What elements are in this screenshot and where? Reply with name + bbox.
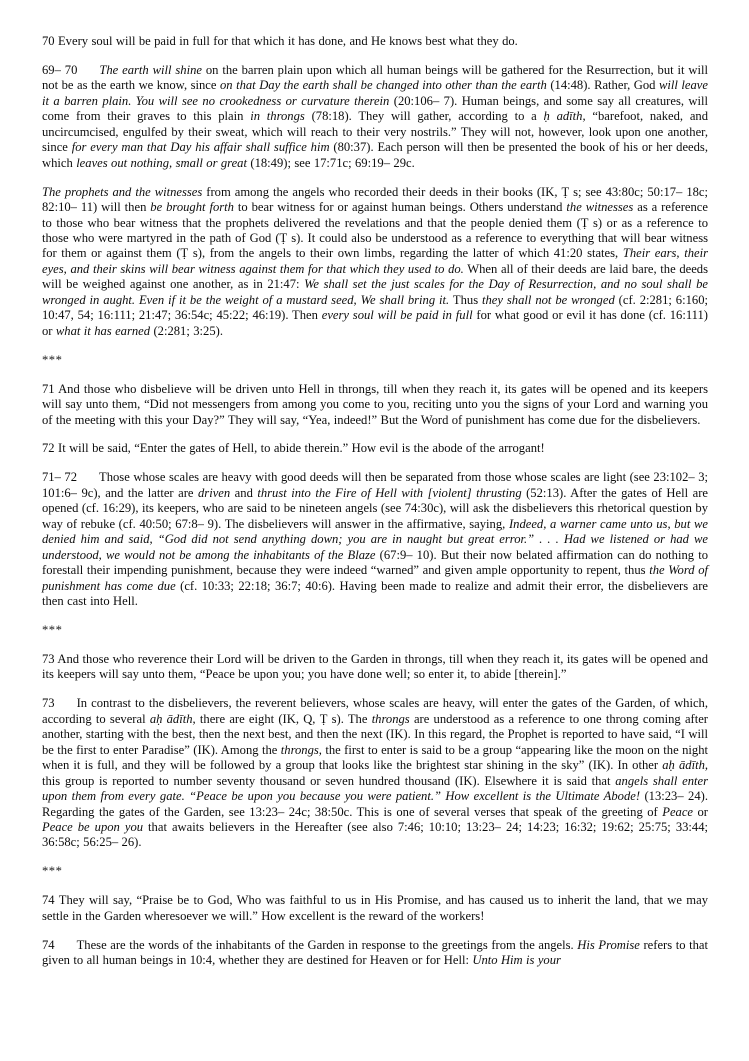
commentary-paragraph-69-70: 69– 70 The earth will shine on the barren plain upon which all human beings will be gathered for the Resurrection, but it will not be as the earth we know, since on that Day the earth shall be changed into other than the earth (14:48). Rather, God will leave it a barren plain. You will see no crookedness or curvature therein (20:106– 7). Human beings, and some say all creatures, will come from their graves to this plain in throngs (78:18). They will gather, according to a ḥ adīth, “barefoot, naked, and uncircumcised, engulfed by their sweat, which will reach to their very nostrils.” They will not, however, look upon one another, since for every man that Day his affair shall suffice him (80:37). Each person will then be presented the book of his or her deeds, which leaves out nothing, small or great (18:49); see 17:71c; 69:19– 29c.: [42, 62, 709, 170]
commentary-paragraph-73: 73 In contrast to the disbelievers, the reverent believers, whose scales are heavy, will enter the gates of the Garden, of which, according to several aḥ ādīth, there are eight (IK, Q, Ṭ s). The throngs are understood as a reference to one throng coming after another, starting with the best, then the next best, and then the next (IK). In this regard, the Prophet is reported to have said, “I will be the first to enter Paradise” (IK). Among the throngs, the first to enter is said to be a group “appearing like the moon on the night when it is full, and they will be followed by a group that looks like the brightest star shining in the sky” (IK). In other aḥ ādīth, this group is reported to number seventy thousand or seven hundred thousand (IK). Elsewhere it is said that angels shall enter upon them from every gate. “Peace be upon you because you were patient.” How excellent is the Ultimate Abode! (13:23– 24). Regarding the gates of the Garden, see 13:23– 24c; 38:50c. This is one of several verses that speak of the greeting of Peace or Peace be upon you that awaits believers in the Hereafter (see also 7:46; 10:10; 13:23– 24; 14:23; 16:32; 19:62; 25:75; 33:44; 36:58c; 56:25– 26).: [42, 696, 709, 850]
section-separator-1: ***: [42, 352, 63, 367]
verse-paragraph-70: 70 Every soul will be paid in full for that which it has done, and He knows best what they do.: [42, 34, 518, 48]
commentary-paragraph-71-72: 71– 72 Those whose scales are heavy with good deeds will then be separated from those whose scales are light (see 23:102– 3; 101:6– 9c), and the latter are driven and thrust into the Fire of Hell with [violent] thrusting (52:13). After the gates of Hell are opened (cf. 16:29), its keepers, who are said to be nineteen angels (see 74:30c), will ask the disbelievers this rhetorical question by way of rebuke (cf. 40:50; 67:8– 9). The disbelievers will answer in the affirmative, saying, Indeed, a warner came unto us, but we denied him and said, “God did not send anything down; you are in naught but great error.” . . . Had we listened or had we understood, we would not be among the inhabitants of the Blaze (67:9– 10). But their now belated affirmation can do nothing to forestall their impending punishment, because they were indeed “warned” and given ample opportunity to repent, thus the Word of punishment has come due (cf. 10:33; 22:18; 36:7; 40:6). Having been made to realize and admit their error, the disbelievers are then cast into Hell.: [42, 470, 709, 609]
verse-paragraph-71: 71 And those who disbelieve will be driven unto Hell in throngs, till when they reach it, its gates will be opened and its keepers will say unto them, “Did not messengers from among you come to you, reciting unto you the signs of your Lord and warning you of the meeting with this your Day?” They will say, “Yea, indeed!” But the Word of punishment has come due for the disbelievers.: [42, 381, 708, 427]
verse-paragraph-74: 74 They will say, “Praise be to God, Who was faithful to us in His Promise, and has caused us to inherit the land, that we may settle in the Garden wheresoever we will.” How excellent is the reward of the workers!: [42, 893, 708, 923]
verse-paragraph-72: 72 It will be said, “Enter the gates of Hell, to abide therein.” How evil is the abode of the arrogant!: [42, 441, 545, 456]
section-separator-2: ***: [42, 623, 63, 637]
commentary-paragraph-prophets-witnesses: The prophets and the witnesses from among the angels who recorded their deeds in their books (IK, Ṭ s; see 43:80c; 50:17– 18c; 82:10– 11) will then be brought forth to bear witness for or against human beings. Others understand the witnesses as a reference to those who bear witness that the prophets delivered the revelations and that the people denied them (Ṭ s) or as a reference to those who were martyred in the path of God (Ṭ s). It could also be understood as a reference to everything that will bear witness for them or against them (Ṭ s), from the angels to their own limbs, regarding the latter of which 41:20 states, Their ears, their eyes, and their skins will bear witness against them for that which they used to do. When all of their deeds are laid bare, the deeds will be weighed against one another, as in 21:47: We shall set the just scales for the Day of Resurrection, and no soul shall be wronged in aught. Even if it be the weight of a mustard seed, We shall bring it. Thus they shall not be wronged (cf. 2:281; 6:160; 10:47, 54; 16:111; 21:47; 36:54c; 45:22; 46:19). Then every soul will be paid in full for what good or evil it has done (cf. 16:111) or what it has earned (2:281; 3:25).: [42, 184, 708, 338]
page-content-column: [42, 34, 708, 969]
verse-paragraph-73: 73 And those who reverence their Lord will be driven to the Garden in throngs, till when they reach it, its gates will be opened and its keepers will say unto them, “Peace be upon you; you have done well; so enter it, to abide [therein].”: [42, 651, 708, 682]
section-separator-3: ***: [42, 864, 63, 879]
commentary-paragraph-74: 74 These are the words of the inhabitants of the Garden in response to the greetings from the angels. His Promise refers to that given to all human beings in 10:4, whether they are destined for Heaven or for Hell: Unto Him is your: [42, 937, 709, 968]
